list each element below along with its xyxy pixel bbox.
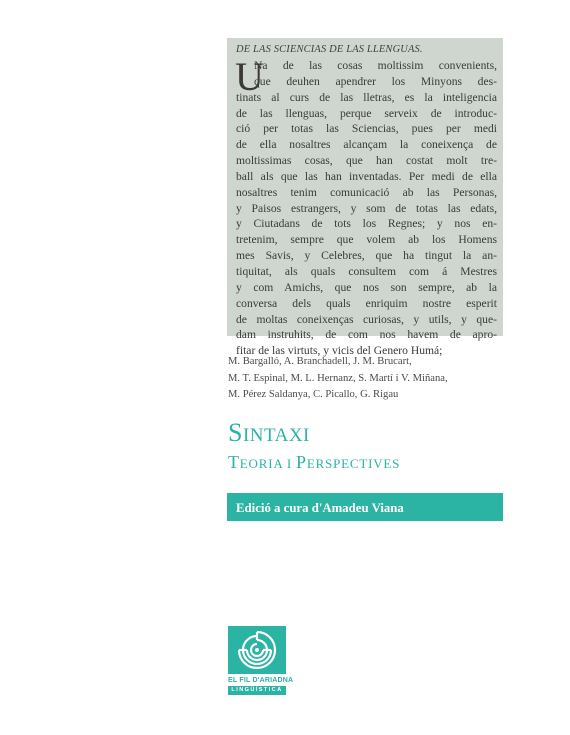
quote-line: y Ciutadans de tots los Regnes; y nos en- bbox=[236, 217, 497, 231]
quote-line: ball als que las han inventadas. Per medi de ella bbox=[236, 169, 497, 183]
quote-line: de ella nosaltres alcançam la coneixença de bbox=[236, 138, 497, 152]
publisher-logo bbox=[228, 626, 294, 695]
quote-line: de moltas coneixenças curiosas, y utils, y que- bbox=[236, 312, 497, 326]
quote-body bbox=[235, 54, 497, 359]
quote-line: de las llenguas, perque serveix de introduc- bbox=[236, 106, 497, 120]
quote-line: mes Savis, y Celebres, que ha tingut la an- bbox=[236, 249, 497, 263]
authors bbox=[228, 354, 528, 404]
editor-credit: Edició a cura d'Amadeu Viana bbox=[236, 501, 404, 515]
quote-line: tretenim, sempre que volem ab los Homens bbox=[236, 233, 497, 247]
quote-heading: DE LAS SCIENCIAS DE LAS LLENGUAS. bbox=[236, 44, 423, 55]
quote-line: nosaltres tenim comunicació ab las Personas, bbox=[236, 185, 497, 199]
quote-line: moltissimas cosas, que han costat molt tre- bbox=[236, 154, 497, 168]
subtitle-rest-a: EORIA I bbox=[239, 456, 297, 471]
quote-line: conversa dels quals enriquim nostre esperit bbox=[236, 296, 497, 310]
subtitle-rest-b: ERSPECTIVES bbox=[306, 456, 401, 471]
drop-cap: U bbox=[235, 54, 264, 99]
author-line: M. Bargalló, A. Branchadell, J. M. Brucart, bbox=[228, 356, 412, 367]
labyrinth-icon bbox=[228, 626, 286, 674]
subtitle-initial-b: P bbox=[296, 452, 307, 472]
quote-line: y com Amichs, que nos son sempre, ab la bbox=[236, 280, 497, 294]
quote-line: ció per totas las Sciencias, pues per medi bbox=[236, 122, 497, 136]
series-label: LINGÜÍSTICA bbox=[228, 686, 286, 695]
book-title bbox=[228, 418, 310, 448]
title-initial: S bbox=[228, 418, 243, 447]
quote-line: que deuhen apendrer los Minyons des- bbox=[254, 74, 497, 88]
quote-line: tiquitat, als quals consultem com á Mestres bbox=[236, 264, 497, 278]
author-line: M. Pérez Saldanya, C. Picallo, G. Rigau bbox=[228, 389, 399, 400]
quote-line: dam instruhits, de com nos havem de apro- bbox=[236, 328, 497, 342]
quote-line: fitar de las virtuts, y vicis del Genero Humá; bbox=[236, 344, 443, 358]
subtitle-initial-a: T bbox=[228, 452, 240, 472]
quote-line: y Paisos estrangers, y som de totas las edats, bbox=[236, 201, 497, 215]
author-line: M. T. Espinal, M. L. Hernanz, S. Martí i V. Miñana, bbox=[228, 372, 448, 384]
publisher-name: EL FIL D'ARIADNA bbox=[228, 677, 294, 684]
editor-bar bbox=[227, 493, 503, 521]
title-rest: INTAXI bbox=[242, 425, 310, 446]
quote-box bbox=[227, 38, 503, 358]
quote-line: Na de las cosas moltissim convenients, bbox=[254, 59, 497, 72]
quote-line: tinats al curs de las lletras, es la inteligencia bbox=[236, 90, 497, 104]
book-subtitle bbox=[228, 452, 400, 473]
